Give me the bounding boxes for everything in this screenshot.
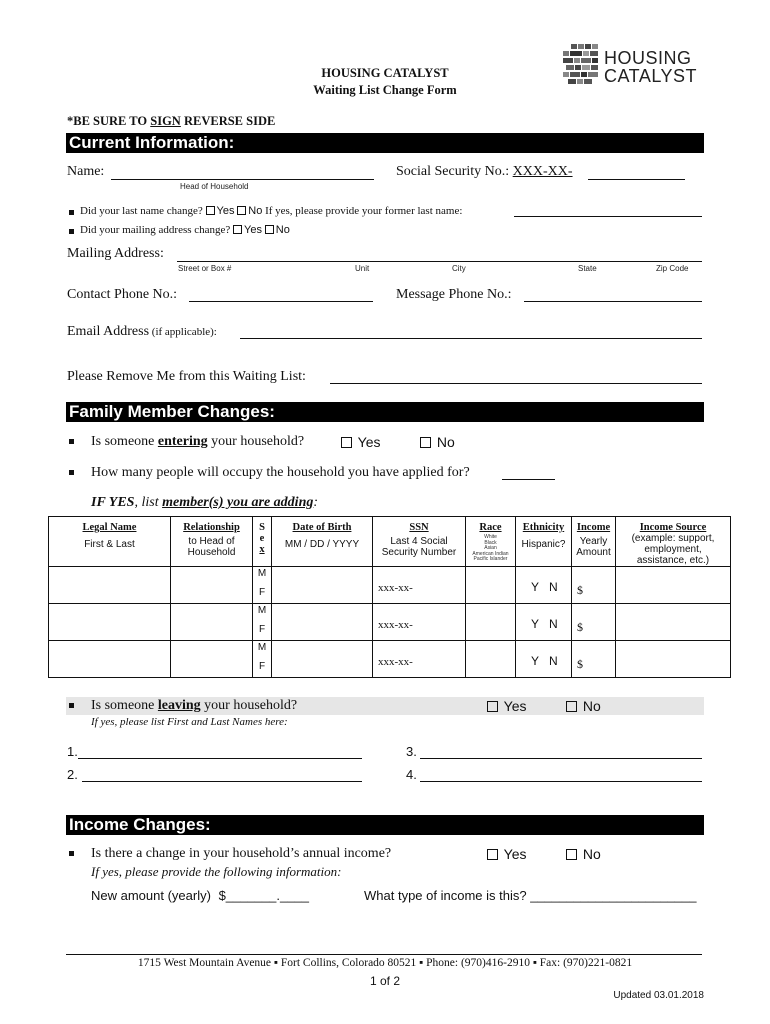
logo-text-catalyst: CATALYST [604, 66, 698, 86]
bullet-icon [69, 703, 74, 708]
family-header: Family Member Changes: [66, 402, 704, 422]
income-yes-option: Yes [487, 846, 526, 862]
current-info-header: Current Information: [66, 133, 704, 153]
occupy-count-field[interactable] [502, 466, 555, 480]
table-row [49, 567, 731, 604]
legal-name-cell[interactable] [49, 567, 171, 604]
table-row [49, 604, 731, 641]
ssn-label: Social Security No.: XXX-XX- [396, 164, 573, 179]
col-legal-name: Legal Name First & Last [49, 517, 171, 567]
leaving-name-2-field[interactable] [82, 768, 362, 782]
updated-date: Updated 03.01.2018 [613, 990, 704, 1001]
income-source-cell[interactable] [616, 567, 731, 604]
leaving-name-2-label: 2. [67, 767, 78, 782]
leaving-name-1-field[interactable] [78, 745, 362, 759]
message-phone-field[interactable] [524, 288, 702, 302]
former-last-name-field[interactable] [514, 205, 702, 217]
ssn-cell[interactable]: xxx-xx- [373, 641, 466, 678]
leaving-name-1-label: 1. [67, 744, 78, 759]
ssn-cell[interactable]: xxx-xx- [373, 567, 466, 604]
table-header-row [49, 517, 731, 567]
col-ssn: SSN Last 4 Social Security Number [373, 517, 466, 567]
mailing-yes-checkbox[interactable] [233, 225, 242, 234]
income-cell[interactable]: $ [572, 567, 616, 604]
logo-mark-icon [563, 44, 603, 86]
race-cell[interactable] [466, 604, 516, 641]
state-sub-label: State [578, 264, 597, 273]
name-label: Name: [67, 164, 105, 179]
bullet-icon [69, 229, 74, 234]
leaving-no-checkbox[interactable] [566, 701, 577, 712]
leaving-hint: If yes, please list First and Last Names here: [91, 716, 288, 728]
sex-cell[interactable]: M F [253, 641, 272, 678]
leaving-no-option: No [566, 698, 601, 714]
city-sub-label: City [452, 264, 466, 273]
col-sex: S e x [253, 517, 272, 567]
footer-divider [66, 954, 702, 955]
housing-catalyst-logo [563, 44, 698, 86]
new-amount-field[interactable]: _______ [225, 888, 277, 903]
last-name-change-row: Did your last name change? Yes No If yes, please provide your former last name: [80, 205, 463, 217]
family-members-table [48, 516, 731, 678]
col-ethnicity: Ethnicity Hispanic? [516, 517, 572, 567]
income-change-question: Is there a change in your household’s annual income? [91, 846, 392, 861]
message-phone-label: Message Phone No.: [396, 287, 512, 302]
sex-cell[interactable]: M F [253, 567, 272, 604]
bullet-icon [69, 470, 74, 475]
new-amount-row: New amount (yearly) $_______.____ [91, 888, 309, 903]
ethnicity-cell[interactable]: Y N [516, 641, 572, 678]
logo-text-housing: HOUSING [604, 48, 692, 68]
income-source-cell[interactable] [616, 604, 731, 641]
last-name-no-checkbox[interactable] [237, 206, 246, 215]
entering-question: Is someone entering your household? [91, 434, 305, 449]
remove-label: Please Remove Me from this Waiting List: [67, 369, 306, 384]
relationship-cell[interactable] [171, 567, 253, 604]
name-sub-label: Head of Household [180, 182, 249, 191]
sign-reverse-notice: *BE SURE TO SIGN REVERSE SIDE [67, 114, 276, 128]
email-label: Email Address (if applicable): [67, 324, 217, 339]
entering-yes-checkbox[interactable] [341, 437, 352, 448]
entering-yes-option: Yes [341, 434, 380, 450]
income-yes-checkbox[interactable] [487, 849, 498, 860]
legal-name-cell[interactable] [49, 604, 171, 641]
remove-from-list-field[interactable] [330, 370, 702, 384]
income-no-checkbox[interactable] [566, 849, 577, 860]
name-field[interactable] [111, 166, 374, 180]
table-row [49, 641, 731, 678]
new-amount-cents-field[interactable]: .____ [276, 888, 309, 903]
leaving-name-4-field[interactable] [420, 768, 702, 782]
income-cell[interactable]: $ [572, 604, 616, 641]
footer-address: 1715 West Mountain Avenue ▪ Fort Collins, Colorado 80521 ▪ Phone: (970)416-2910 ▪ Fax: (970)221-0821 [137, 957, 633, 969]
form-title: Waiting List Change Form [313, 83, 457, 97]
ethnicity-cell[interactable]: Y N [516, 567, 572, 604]
ssn-cell[interactable]: xxx-xx- [373, 604, 466, 641]
relationship-cell[interactable] [171, 641, 253, 678]
mailing-address-field[interactable] [177, 249, 702, 262]
col-income: Income Yearly Amount [572, 517, 616, 567]
col-race: Race White Black Asian American Indian Pacific Islander [466, 517, 516, 567]
income-no-option: No [566, 846, 601, 862]
leaving-question: Is someone leaving your household? [91, 698, 298, 713]
mailing-label: Mailing Address: [67, 246, 164, 261]
dob-cell[interactable] [272, 604, 373, 641]
income-type-row: What type of income is this? _______________________ [364, 888, 697, 903]
if-yes-instruction: IF YES, list member(s) you are adding: [91, 495, 319, 510]
legal-name-cell[interactable] [49, 641, 171, 678]
income-type-field[interactable]: _______________________ [530, 888, 697, 903]
col-dob: Date of Birth MM / DD / YYYY [272, 517, 373, 567]
contact-phone-label: Contact Phone No.: [67, 287, 178, 302]
page-number: 1 of 2 [369, 974, 401, 988]
org-title: HOUSING CATALYST [321, 66, 449, 80]
income-header: Income Changes: [66, 815, 704, 835]
unit-sub-label: Unit [355, 264, 370, 273]
occupy-question: How many people will occupy the household you have applied for? [91, 465, 470, 480]
bullet-icon [69, 210, 74, 215]
sex-cell[interactable]: M F [253, 604, 272, 641]
income-source-cell[interactable] [616, 641, 731, 678]
income-cell[interactable]: $ [572, 641, 616, 678]
entering-no-option: No [420, 434, 455, 450]
mailing-change-row: Did your mailing address change? Yes No [80, 224, 290, 236]
street-sub-label: Street or Box # [178, 264, 232, 273]
ethnicity-cell[interactable]: Y N [516, 604, 572, 641]
income-hint: If yes, please provide the following information: [91, 864, 342, 879]
entering-no-checkbox[interactable] [420, 437, 431, 448]
mailing-no-checkbox[interactable] [265, 225, 274, 234]
email-field[interactable] [240, 325, 702, 339]
leaving-name-3-field[interactable] [420, 745, 702, 759]
bullet-icon [69, 439, 74, 444]
bullet-icon [69, 851, 74, 856]
ssn-field[interactable] [588, 166, 685, 180]
col-relationship: Relationship to Head of Household [171, 517, 253, 567]
dob-cell[interactable] [272, 641, 373, 678]
relationship-cell[interactable] [171, 604, 253, 641]
zip-sub-label: Zip Code [656, 264, 689, 273]
contact-phone-field[interactable] [189, 288, 373, 302]
last-name-yes-checkbox[interactable] [206, 206, 215, 215]
race-cell[interactable] [466, 641, 516, 678]
col-income-source: Income Source (example: support, employment, assistance, etc.) [616, 517, 731, 567]
leaving-yes-option: Yes [487, 698, 526, 714]
dob-cell[interactable] [272, 567, 373, 604]
leaving-name-4-label: 4. [406, 767, 417, 782]
race-cell[interactable] [466, 567, 516, 604]
leaving-yes-checkbox[interactable] [487, 701, 498, 712]
leaving-name-3-label: 3. [406, 744, 417, 759]
